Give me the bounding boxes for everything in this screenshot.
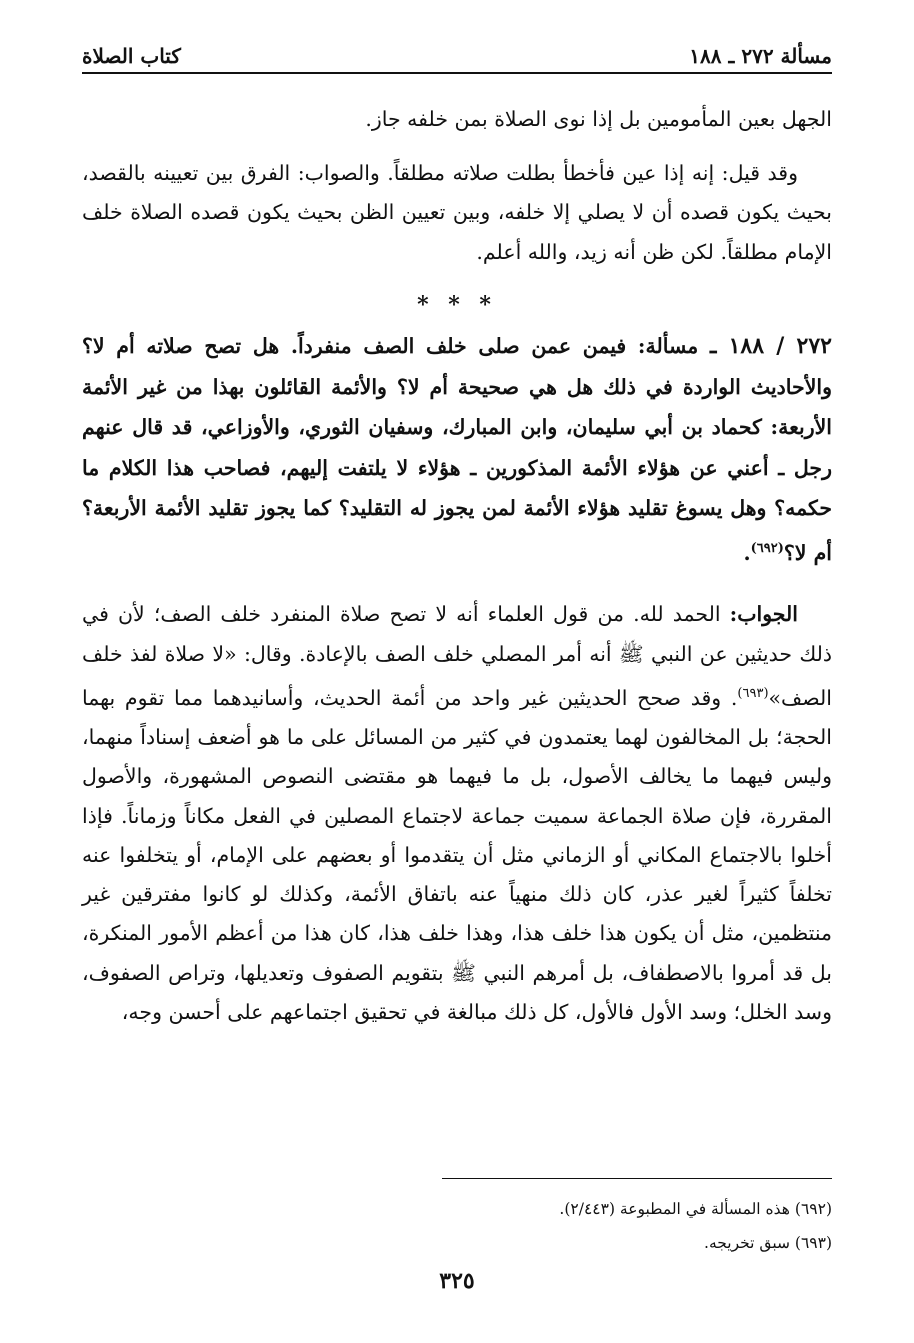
footnotes bbox=[82, 1192, 832, 1260]
running-header bbox=[82, 38, 832, 68]
header-divider bbox=[82, 72, 832, 74]
footnote-692: (٦٩٢) هذه المسألة في المطبوعة (٢/٤٤٣). bbox=[559, 1200, 832, 1218]
answer-text-2: . وقد صحح الحديثين غير واحد من أئمة الحديث، وأسانيدهما مما تقوم بهما الحجة؛ بل المخالفون لهما يعتمدون في كثير من المسائل على ما هو أضعف إسناداً منهما، وليس فيهما ما يخالف الأصول، بل ما فيهما هو مقتضى النصوص المشهورة، والأصول المقررة، فإن صلاة الجماعة سميت جماعة لاجتماع المصلين في الفعل مكاناً وزماناً. فإذا أخلوا بالاجتماع المكاني أو الزماني مثل أن يتقدموا أو بعضهم على الإمام، أو يتخلفوا عنه تخلفاً كثيراً لغير عذر، كان ذلك منهياً عنه باتفاق الأئمة، وكذلك لو كانوا مفترقين غير منتظمين، مثل أن يكون هذا خلف هذا، وهذا خلف هذا، كان هذا من أعظم الأمور المنكرة، بل قد أمروا بالاصطفاف، بل أمرهم النبي ﷺ بتقويم الصفوف وتعديلها، وتراص الصفوف، وسد الخلل؛ وسد الأول فالأول، كل ذلك مبالغة في تحقيق اجتماعهم على أحسن وجه، bbox=[82, 685, 832, 1024]
answer-text-1: الحمد لله. من قول العلماء أنه لا تصح صلاة المنفرد خلف الصف؛ لأن في ذلك حديثين عن النبي ﷺ أنه أمر المصلي خلف الصف بالإعادة. وقال: «لا صلاة لفذ خلف الصف» bbox=[82, 602, 832, 710]
header-book-title: كتاب الصلاة bbox=[82, 44, 181, 68]
answer-footnote-ref: (٦٩٣) bbox=[737, 685, 769, 701]
answer-paragraph bbox=[82, 595, 832, 1032]
page-number: ٣٢٥ bbox=[439, 1268, 475, 1294]
header-issue-number: مسألة ٢٧٢ ـ ١٨٨ bbox=[689, 44, 832, 68]
question-number: ٢٧٢ / ١٨٨ ـ bbox=[709, 333, 832, 360]
paragraph-2: وقد قيل: إنه إذا عين فأخطأ بطلت صلاته مطلقاً. والصواب: الفرق بين تعيينه بالقصد، بحيث يكون قصده أن لا يصلي إلا خلفه، وبين تعيين الظن بحيث يكون قصده الصلاة خلف الإمام مطلقاً. لكن ظن أنه زيد، والله أعلم. bbox=[82, 160, 832, 264]
footnote-divider bbox=[442, 1178, 832, 1179]
question-label: مسألة: bbox=[637, 334, 699, 359]
main-text bbox=[82, 100, 832, 1032]
question-text: فيمن عمن صلى خلف الصف منفرداً. هل تصح صلاته أم لا؟ والأحاديث الواردة في ذلك هل هي صحيحة أم لا؟ والأئمة القائلون بهذا من غير الأئمة الأربعة: كحماد بن أبي سليمان، وابن المبارك، وسفيان الثوري، والأوزاعي، قد قال عنهم رجل ـ أعني عن هؤلاء الأئمة المذكورين ـ هؤلاء لا يلتفت إليهم، فصاحب هذا الكلام ما حكمه؟ وهل يسوغ تقليد هؤلاء الأئمة لمن يجوز له التقليد؟ كما يجوز تقليد الأئمة الأربعة؟ أم لا؟ bbox=[82, 334, 832, 565]
question-paragraph bbox=[82, 326, 832, 573]
section-separator: * * * bbox=[417, 292, 497, 319]
question-footnote-ref: (٦٩٢) bbox=[750, 540, 784, 556]
answer-lead: الجواب: bbox=[729, 602, 798, 627]
footnote-693: (٦٩٣) سبق تخريجه. bbox=[704, 1234, 832, 1252]
paragraph-1: الجهل بعين المأمومين بل إذا نوى الصلاة بمن خلفه جاز. bbox=[365, 107, 832, 131]
question-end: . bbox=[743, 540, 751, 565]
